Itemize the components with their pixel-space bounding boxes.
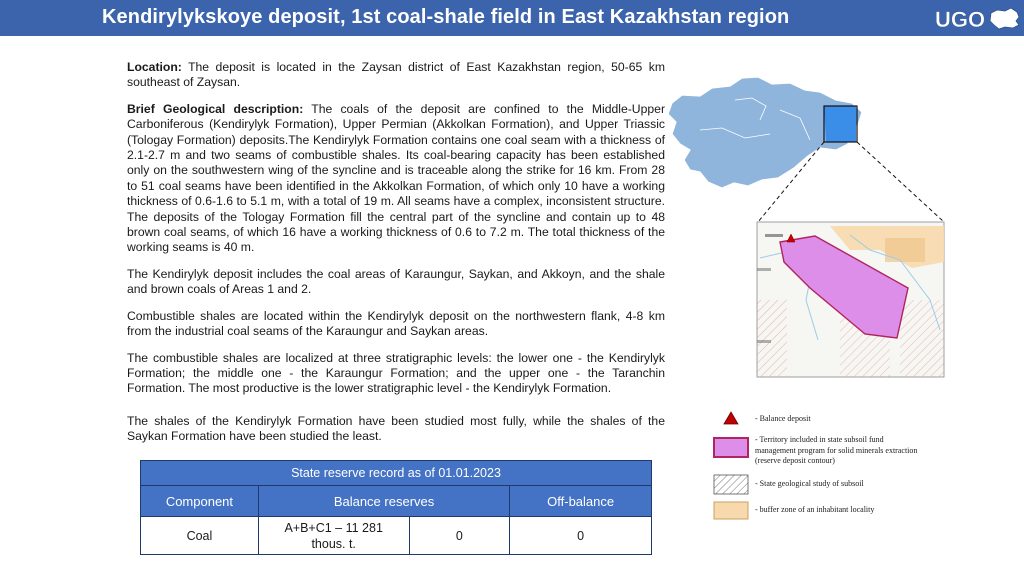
cell-component: Coal bbox=[141, 517, 259, 555]
region-highlight-box bbox=[824, 106, 857, 142]
study-paragraph: The shales of the Kendirylyk Formation have been studied most fully, while the shales of the Saykan Formation have been studied the least. bbox=[127, 413, 665, 444]
header-component: Component bbox=[141, 486, 259, 517]
legend-buffer-swatch bbox=[714, 502, 748, 519]
geology-label: Brief Geological description: bbox=[127, 101, 304, 116]
reserve-table bbox=[140, 460, 652, 555]
east-kazakhstan-region bbox=[824, 106, 856, 142]
header-bar bbox=[0, 0, 1024, 36]
cell-off-balance: 0 bbox=[510, 517, 652, 555]
legend bbox=[714, 412, 748, 519]
shales-location-paragraph: Combustible shales are located within the Kendirylyk deposit on the northwestern flank, 4-8 km from the industrial coal seams of the Karaungur and Saykan areas. bbox=[127, 308, 665, 339]
cell-balance-line2: thous. t. bbox=[311, 536, 356, 551]
legend-buffer-text: - buffer zone of an inhabitant locality bbox=[755, 505, 875, 514]
page-title: Kendirylykskoye deposit, 1st coal-shale field in East Kazakhstan region bbox=[102, 6, 790, 28]
cell-balance-line1: A+B+C1 – 11 281 bbox=[284, 520, 383, 535]
deposit-contour bbox=[780, 236, 908, 338]
balance-deposit-marker-icon bbox=[787, 234, 795, 242]
header-off-balance: Off-balance bbox=[510, 486, 652, 517]
legend-territory-text: - Territory included in state subsoil fund management program for solid minerals extraction (reserve deposit contour) bbox=[755, 435, 918, 465]
kazakhstan-outline-icon bbox=[990, 8, 1019, 29]
geology-paragraph bbox=[127, 102, 665, 256]
description-text bbox=[127, 60, 665, 456]
cell-balance-extra: 0 bbox=[409, 517, 510, 555]
deposit-detail-map bbox=[757, 222, 944, 377]
legend-state-study-swatch bbox=[714, 475, 748, 494]
location-body: The deposit is located in the Zaysan district of East Kazakhstan region, 50-65 km southeast of Zaysan. bbox=[127, 60, 665, 90]
stratigraphy-paragraph: The combustible shales are localized at three stratigraphic levels: the lower one - the Kendirylyk Formation; the middle one - the Karaungur Formation; and the upper one - the Taranchin Formation. The most productive is the lower stratigraphic level - the Kendirylyk Formation. bbox=[127, 350, 665, 396]
buffer-zone bbox=[830, 226, 944, 268]
header-balance: Balance reserves bbox=[258, 486, 509, 517]
areas-paragraph: The Kendirylyk deposit includes the coal areas of Karaungur, Saykan, and Akkoyn, and the shale and brown coals of Areas 1 and 2. bbox=[127, 266, 665, 297]
legend-territory-swatch bbox=[714, 438, 748, 457]
legend-balance-deposit-icon bbox=[724, 412, 738, 424]
cell-balance bbox=[258, 517, 409, 555]
table-row bbox=[141, 517, 652, 555]
geology-body: The coals of the deposit are confined to the Middle-Upper Carboniferous (Kendirylyk Formation), Upper Permian (Akkolkan Formation), and Upper Triassic (Tologay Formation) deposits.The Kendirylyk Formation contains one coal seam with a thickness of 2.1-2.7 m and two seams of combustible shales. Its coal-bearing capacity has been established only on the southwestern wing of the syncline and is traceable along the strike for 16 km. From 28 to 51 coal seams have been identified in the Akkolkan Formation, of which only 10 have a working thickness of 0.6-1.6 to 5.1 m, with a total of 19 m. All seams have a complex, inconsistent structure. The deposits of the Tologay Formation fill the central part of the syncline and contain up to 48 brown coal seams, of which 16 have a working thickness of 0.6 to 7.2 m. The total thickness of the working seams is 40 m. bbox=[127, 101, 665, 255]
location-paragraph bbox=[127, 60, 665, 91]
ugo-logo bbox=[933, 3, 1021, 33]
legend-state-study-text: - State geological study of subsoil bbox=[755, 479, 864, 488]
logo-text: UGO bbox=[935, 7, 986, 32]
location-label: Location: bbox=[127, 60, 182, 74]
kazakhstan-overview-map bbox=[668, 77, 944, 222]
legend-balance-deposit-text: - Balance deposit bbox=[755, 414, 811, 423]
table-title: State reserve record as of 01.01.2023 bbox=[141, 461, 652, 486]
